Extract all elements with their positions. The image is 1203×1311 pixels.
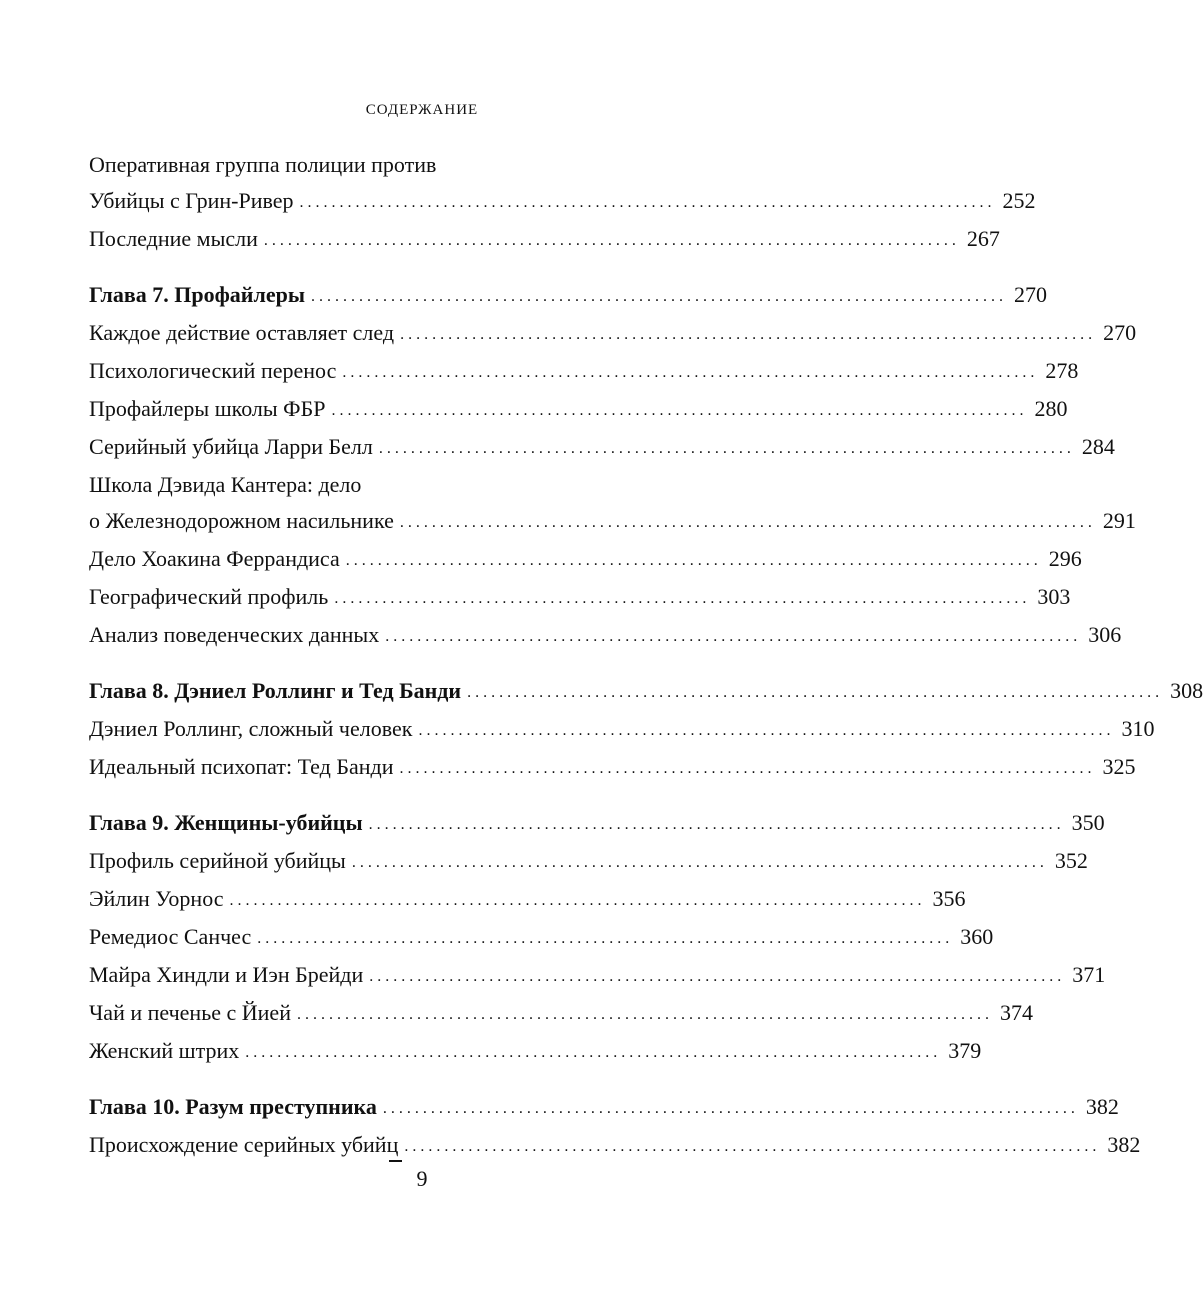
dot-leader xyxy=(311,276,1003,315)
running-head: СОДЕРЖАНИЕ xyxy=(365,102,479,118)
toc-entry xyxy=(89,711,1155,747)
toc-entry-title: Ремедиос Санчес xyxy=(89,924,252,949)
toc-entry xyxy=(89,579,1071,615)
toc-entry xyxy=(89,221,1000,257)
toc-entry-page: 306 xyxy=(1088,622,1122,647)
toc-entry-page: 270 xyxy=(1103,320,1137,345)
toc-entry xyxy=(89,429,1115,465)
dot-leader xyxy=(297,994,989,1033)
toc-entry-title: о Железнодорожном насильнике xyxy=(89,508,394,533)
toc-entry xyxy=(89,467,1136,539)
toc-entry xyxy=(89,995,1033,1031)
dot-leader xyxy=(404,1126,1096,1165)
toc-entry-page: 267 xyxy=(966,226,1000,251)
toc-entry-page: 284 xyxy=(1081,434,1115,459)
toc-entry-title: Психологический перенос xyxy=(89,358,337,383)
dot-leader xyxy=(264,220,956,259)
toc-entry-page: 356 xyxy=(932,886,966,911)
toc-entry-title: Эйлин Уорнос xyxy=(89,886,224,911)
dot-leader xyxy=(300,182,992,221)
toc-entry-page: 310 xyxy=(1121,716,1155,741)
toc-entry xyxy=(89,919,994,955)
toc-entry xyxy=(89,315,1137,351)
dot-leader xyxy=(245,1032,937,1071)
toc-entry-page: 382 xyxy=(1107,1132,1141,1157)
dot-leader xyxy=(257,918,949,957)
toc-entry-title: Серийный убийца Ларри Белл xyxy=(89,434,373,459)
toc-entry-page: 308 xyxy=(1170,678,1203,703)
toc-entry-page: 371 xyxy=(1072,962,1106,987)
toc-entry-title: Профиль серийной убийцы xyxy=(89,848,346,873)
toc-entry-title: Чай и печенье с Йией xyxy=(89,1000,291,1025)
toc-entry-title: Дэниел Роллинг, сложный человек xyxy=(89,716,413,741)
toc-entry xyxy=(89,617,1122,653)
toc-entry-page: 382 xyxy=(1085,1094,1119,1119)
toc-entry xyxy=(89,957,1106,993)
dot-leader xyxy=(230,880,922,919)
toc-entry-title: Женский штрих xyxy=(89,1038,240,1063)
dot-leader xyxy=(385,616,1077,655)
toc-entry xyxy=(89,1033,982,1069)
toc-entry-page: 350 xyxy=(1071,810,1105,835)
toc-entry-title: Дело Хоакина Феррандиса xyxy=(89,546,340,571)
toc-entry-title: Последние мысли xyxy=(89,226,258,251)
toc-entry-title-first-line: Оперативная группа полиции против xyxy=(89,152,437,177)
toc-entry-page: 270 xyxy=(1014,282,1048,307)
toc-entry-page: 360 xyxy=(960,924,994,949)
page-number: 9 xyxy=(416,1166,428,1191)
table-of-contents xyxy=(89,147,1203,1165)
dot-leader xyxy=(400,314,1092,353)
dot-leader xyxy=(369,956,1061,995)
toc-entry-page: 303 xyxy=(1037,584,1071,609)
toc-entry xyxy=(89,391,1068,427)
dot-leader xyxy=(331,390,1023,429)
toc-entry-title: Профайлеры школы ФБР xyxy=(89,396,326,421)
toc-chapter-title: Глава 7. Профайлеры xyxy=(89,282,306,307)
toc-chapter-title: Глава 9. Женщины-убийцы xyxy=(89,810,363,835)
toc-chapter-title: Глава 10. Разум преступника xyxy=(89,1094,377,1119)
toc-entry-title: Географический профиль xyxy=(89,584,329,609)
toc-entry xyxy=(89,881,966,917)
toc-entry-page: 374 xyxy=(999,1000,1033,1025)
toc-entry-page: 252 xyxy=(1002,188,1036,213)
dot-leader xyxy=(467,672,1159,711)
toc-entry xyxy=(89,541,1082,577)
dot-leader xyxy=(383,1088,1075,1127)
toc-chapter-entry xyxy=(89,805,1105,841)
toc-entry-page: 325 xyxy=(1102,754,1136,779)
toc-entry-page: 280 xyxy=(1034,396,1068,421)
toc-entry xyxy=(89,147,1036,219)
toc-entry-page: 278 xyxy=(1045,358,1079,383)
toc-entry-page: 352 xyxy=(1054,848,1088,873)
dot-leader xyxy=(342,352,1034,391)
toc-entry-title: Происхождение серийных убийц xyxy=(89,1132,399,1157)
toc-entry xyxy=(89,749,1136,785)
dot-leader xyxy=(352,842,1044,881)
toc-entry-page: 379 xyxy=(948,1038,982,1063)
toc-entry-title: Майра Хиндли и Иэн Брейди xyxy=(89,962,364,987)
toc-entry-page: 296 xyxy=(1048,546,1082,571)
toc-chapter-title: Глава 8. Дэниел Роллинг и Тед Банди xyxy=(89,678,462,703)
toc-chapter-entry xyxy=(89,673,1203,709)
folio-rule xyxy=(389,1160,402,1162)
toc-entry-title: Анализ поведенческих данных xyxy=(89,622,380,647)
dot-leader xyxy=(400,748,1092,787)
toc-entry xyxy=(89,843,1088,879)
toc-entry-title: Идеальный психопат: Тед Банди xyxy=(89,754,394,779)
dot-leader xyxy=(369,804,1061,843)
dot-leader xyxy=(400,502,1092,541)
toc-entry-title: Убийцы с Грин-Ривер xyxy=(89,188,294,213)
dot-leader xyxy=(418,710,1110,749)
toc-entry-page: 291 xyxy=(1102,508,1136,533)
dot-leader xyxy=(334,578,1026,617)
toc-entry xyxy=(89,353,1079,389)
toc-chapter-entry xyxy=(89,277,1048,313)
toc-entry-title-first-line: Школа Дэвида Кантера: дело xyxy=(89,472,362,497)
toc-entry xyxy=(89,1127,1141,1163)
dot-leader xyxy=(346,540,1038,579)
toc-chapter-entry xyxy=(89,1089,1119,1125)
dot-leader xyxy=(379,428,1071,467)
toc-entry-title: Каждое действие оставляет след xyxy=(89,320,395,345)
